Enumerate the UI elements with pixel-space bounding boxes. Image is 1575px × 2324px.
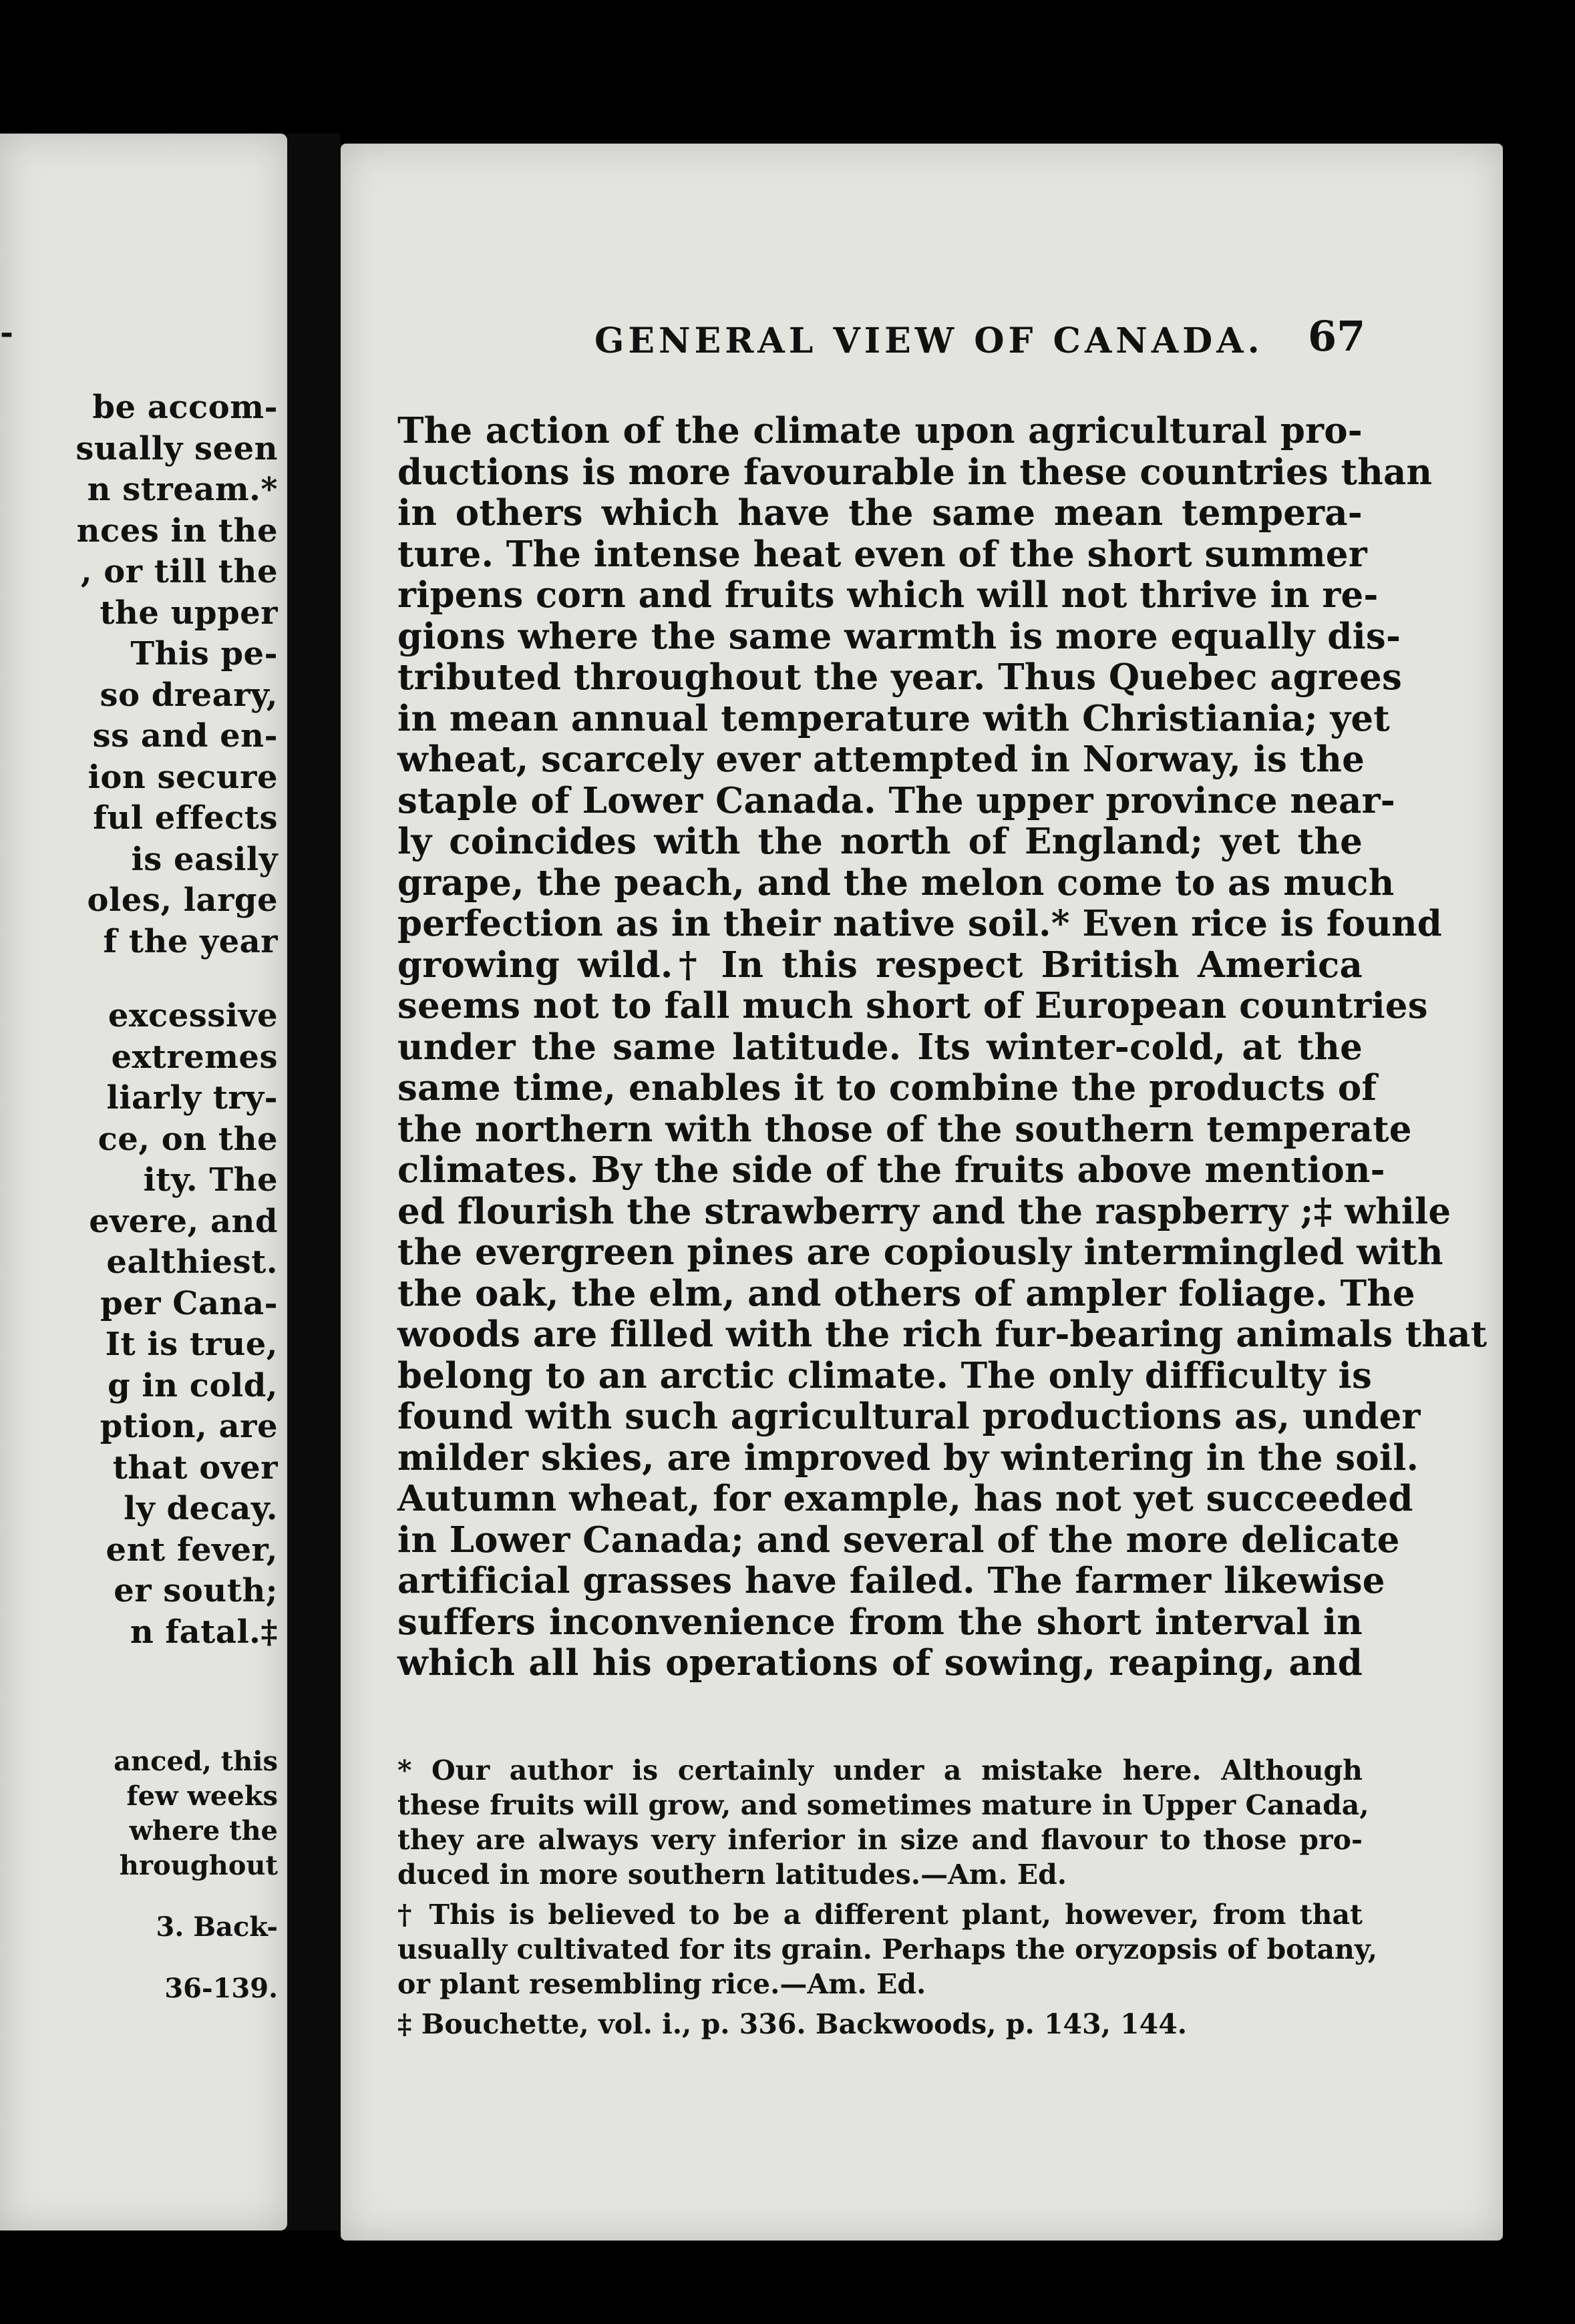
body-line: The action of the climate upon agricultural pro- (397, 410, 1363, 451)
body-line: the evergreen pines are copiously intermingled with (397, 1231, 1443, 1273)
left-line: n stream.* (87, 471, 278, 508)
left-line: This pe- (130, 635, 278, 672)
left-page-footnotes (0, 1744, 278, 2006)
left-line: ion secure (88, 758, 278, 796)
body-line: in mean annual temperature with Christiania; yet (397, 697, 1390, 739)
left-line: oles, large (87, 882, 278, 919)
footnote-line: ‡ Bouchette, vol. i., p. 336. Backwoods, p. 143, 144. (397, 2008, 1188, 2040)
body-line: Autumn wheat, for example, has not yet succeeded (397, 1478, 1413, 1519)
body-line: ed flourish the strawberry and the raspberry ;‡ while (397, 1190, 1451, 1232)
left-line: ealthiest. (106, 1243, 278, 1281)
body-line: which all his operations of sowing, reaping, and (397, 1642, 1363, 1684)
body-line: woods are filled with the rich fur-bearing animals that (397, 1314, 1487, 1355)
body-line: tributed throughout the year. Thus Quebec agrees (397, 656, 1403, 698)
body-line: the oak, the elm, and others of ampler foliage. The (397, 1272, 1415, 1314)
left-line: ly decay. (124, 1490, 278, 1527)
running-head: GENERAL VIEW OF CANADA. (594, 321, 1264, 361)
left-line: It is true, (105, 1326, 278, 1363)
body-line: ductions is more favourable in these countries than (397, 451, 1433, 493)
left-line: sually seen (75, 429, 278, 467)
left-note-line: few weeks (126, 1780, 278, 1812)
left-line: nces in the (76, 512, 278, 550)
body-line: grape, the peach, and the melon come to as much (397, 861, 1395, 904)
body-line: milder skies, are improved by wintering in the soil. (397, 1436, 1419, 1479)
left-line: excessive (108, 997, 278, 1034)
left-line: ss and en- (92, 717, 278, 755)
left-line: ce, on the (98, 1120, 278, 1158)
footnote-line: or plant resembling rice.—Am. Ed. (397, 1968, 926, 2000)
left-line: evere, and (89, 1202, 278, 1240)
body-line: wheat, scarcely ever attempted in Norway, is the (397, 739, 1365, 780)
left-line: the upper (100, 594, 278, 632)
footnote-line: * Our author is certainly under a mistake here. Although (397, 1754, 1363, 1786)
left-line: liarly try- (106, 1079, 278, 1117)
footnote-line: they are always very inferior in size and flavour to those pro- (397, 1824, 1363, 1856)
body-line: ly coincides with the north of England; yet the (397, 821, 1363, 862)
body-line: growing wild.† In this respect British America (397, 944, 1363, 986)
body-line: seems not to fall much short of European countries (397, 985, 1428, 1026)
left-line: f the year (103, 922, 278, 960)
left-line: is easily (131, 840, 278, 878)
body-line: climates. By the side of the fruits above mention- (397, 1149, 1385, 1191)
left-page-fragment (0, 134, 287, 2231)
left-line: er south; (114, 1572, 278, 1609)
footnote-line: † This is believed to be a different plant, however, from that (397, 1899, 1363, 1931)
body-line: gions where the same warmth is more equally dis- (397, 615, 1401, 657)
body-line: in Lower Canada; and several of the more delicate (397, 1519, 1400, 1561)
footnote-line: these fruits will grow, and sometimes mature in Upper Canada, (397, 1789, 1369, 1821)
body-line: belong to an arctic climate. The only difficulty is (397, 1354, 1373, 1396)
page-number: 67 (1308, 312, 1366, 361)
left-line: ent fever, (106, 1531, 278, 1569)
body-text (397, 410, 1487, 1684)
body-line: in others which have the same mean tempera- (397, 492, 1363, 534)
body-line: found with such agricultural productions as, under (397, 1396, 1421, 1437)
left-line: ption, are (100, 1408, 278, 1445)
footnote-line: usually cultivated for its grain. Perhaps the oryzopsis of botany, (397, 1933, 1377, 1965)
body-line: the northern with those of the southern temperate (397, 1108, 1412, 1150)
book-gutter (287, 134, 341, 2231)
left-note-line: 3. Back- (156, 1911, 278, 1943)
body-line: under the same latitude. Its winter-cold, at the (397, 1026, 1363, 1068)
right-page (341, 144, 1503, 2241)
left-line: ful effects (93, 799, 278, 837)
left-note-line: hroughout (119, 1850, 278, 1881)
left-line: extremes (111, 1038, 278, 1076)
left-note-line: where the (129, 1815, 278, 1847)
left-line: n fatal.‡ (130, 1613, 278, 1651)
left-line: , or till the (80, 553, 278, 590)
left-line: ity. The (143, 1161, 278, 1199)
body-line: perfection as in their native soil.* Even rice is found (397, 903, 1443, 944)
body-line: staple of Lower Canada. The upper province near- (397, 779, 1395, 821)
left-line: per Cana- (100, 1284, 278, 1322)
left-line: that over (112, 1448, 278, 1487)
left-page-mark: - (0, 314, 13, 351)
left-line: so dreary, (100, 676, 278, 714)
footnote-line: duced in more southern latitudes.—Am. Ed. (397, 1859, 1067, 1891)
left-note-line: 36-139. (164, 1973, 278, 2004)
body-line: artificial grasses have failed. The farmer likewise (397, 1560, 1385, 1601)
body-line: same time, enables it to combine the products of (397, 1067, 1377, 1109)
left-line: g in cold, (108, 1366, 278, 1404)
footnotes (397, 1753, 1377, 2042)
body-line: ripens corn and fruits which will not thrive in re- (397, 574, 1379, 616)
left-line: be accom- (92, 389, 278, 426)
left-note-line: anced, this (114, 1746, 278, 1777)
body-line: ture. The intense heat even of the short summer (397, 533, 1367, 575)
body-line: suffers inconvenience from the short interval in (397, 1601, 1363, 1643)
left-page-text (0, 387, 278, 1653)
